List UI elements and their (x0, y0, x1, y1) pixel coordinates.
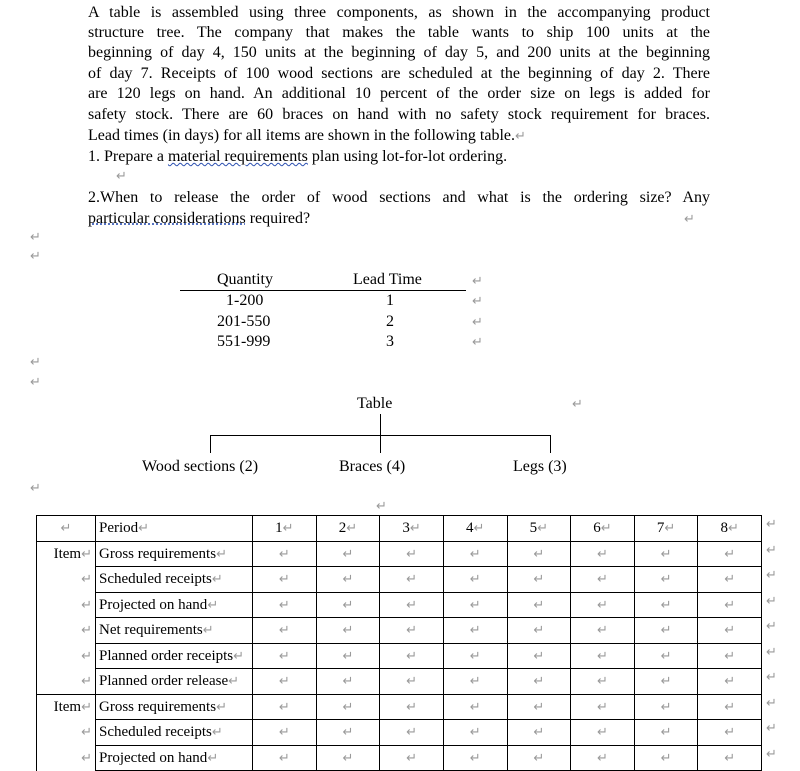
period-header: 7↵ (634, 516, 698, 542)
paragraph-mark: ↵ (30, 229, 41, 244)
item-cell: ↵ (37, 643, 96, 669)
mrp-value-cell[interactable]: ↵ (253, 669, 317, 695)
mrp-value-cell[interactable]: ↵ (698, 592, 762, 618)
paragraph-mark: ↵ (30, 480, 41, 495)
mrp-value-cell[interactable]: ↵ (380, 745, 444, 771)
mrp-row (37, 592, 762, 618)
item-cell: ↵ (37, 669, 96, 695)
tree-connector (550, 435, 551, 453)
mrp-row (37, 669, 762, 695)
mrp-value-cell[interactable]: ↵ (571, 720, 635, 746)
mrp-value-cell[interactable]: ↵ (253, 643, 317, 669)
mrp-value-cell[interactable]: ↵ (316, 592, 380, 618)
mrp-value-cell[interactable]: ↵ (571, 541, 635, 567)
mrp-value-cell[interactable]: ↵ (443, 694, 507, 720)
mrp-value-cell[interactable]: ↵ (698, 745, 762, 771)
row-end-mark: ↵ (766, 567, 777, 582)
mrp-value-cell[interactable]: ↵ (698, 618, 762, 644)
paragraph-mark: ↵ (376, 498, 387, 513)
row-label: Planned order receipts↵ (96, 643, 253, 669)
mrp-value-cell[interactable]: ↵ (698, 720, 762, 746)
mrp-value-cell[interactable]: ↵ (571, 745, 635, 771)
quantity-cell: 551-999 (217, 333, 271, 350)
paragraph-mark: ↵ (472, 293, 483, 308)
mrp-value-cell[interactable]: ↵ (507, 541, 571, 567)
row-end-mark: ↵ (766, 618, 777, 633)
mrp-value-cell[interactable]: ↵ (571, 669, 635, 695)
mrp-value-cell[interactable]: ↵ (634, 720, 698, 746)
paragraph-mark: ↵ (472, 334, 483, 349)
mrp-value-cell[interactable]: ↵ (698, 669, 762, 695)
row-label: Gross requirements↵ (96, 541, 253, 567)
mrp-value-cell[interactable]: ↵ (380, 618, 444, 644)
tree-root: Table (357, 395, 393, 412)
mrp-value-cell[interactable]: ↵ (316, 694, 380, 720)
row-end-mark: ↵ (766, 592, 777, 608)
mrp-value-cell[interactable]: ↵ (698, 567, 762, 593)
mrp-value-cell[interactable]: ↵ (507, 643, 571, 669)
tree-connector (380, 414, 381, 453)
mrp-value-cell[interactable]: ↵ (443, 618, 507, 644)
mrp-value-cell[interactable]: ↵ (380, 592, 444, 618)
item-cell: ↵ (37, 592, 96, 618)
mrp-value-cell[interactable]: ↵ (634, 541, 698, 567)
mrp-row (37, 541, 762, 567)
question-2-cont: particular considerations required? (88, 210, 311, 227)
mrp-value-cell[interactable]: ↵ (316, 618, 380, 644)
question-2: 2.When to release the order of wood sections and what is the ordering size? Any (88, 189, 710, 206)
mrp-value-cell[interactable]: ↵ (634, 694, 698, 720)
row-end-mark: ↵ (766, 516, 777, 531)
mrp-value-cell[interactable]: ↵ (443, 720, 507, 746)
mrp-value-cell[interactable]: ↵ (443, 592, 507, 618)
mrp-header-row (37, 516, 762, 542)
row-label: Scheduled receipts↵ (96, 567, 253, 593)
mrp-value-cell[interactable]: ↵ (571, 567, 635, 593)
mrp-row (37, 694, 762, 720)
mrp-value-cell[interactable]: ↵ (380, 643, 444, 669)
quantity-cell: 201-550 (217, 313, 271, 330)
mrp-value-cell[interactable]: ↵ (253, 720, 317, 746)
mrp-value-cell[interactable]: ↵ (380, 669, 444, 695)
row-label: Projected on hand↵ (96, 745, 253, 771)
mrp-value-cell[interactable]: ↵ (380, 567, 444, 593)
problem-line: are 120 legs on hand. An additional 10 percent of the order size on legs is added for (88, 85, 710, 102)
mrp-value-cell[interactable]: ↵ (253, 745, 317, 771)
mrp-value-cell[interactable]: ↵ (571, 618, 635, 644)
mrp-value-cell[interactable]: ↵ (634, 669, 698, 695)
paragraph-mark: ↵ (472, 273, 483, 288)
mrp-value-cell[interactable]: ↵ (316, 720, 380, 746)
question-1: 1. Prepare a material requirements plan using lot-for-lot ordering. (88, 148, 508, 165)
mrp-value-cell[interactable]: ↵ (380, 720, 444, 746)
problem-line: structure tree. The company that makes the table wants to ship 100 units at the (88, 24, 710, 41)
tree-child: Legs (3) (513, 458, 567, 475)
paragraph-mark: ↵ (472, 314, 483, 329)
paragraph-mark: ↵ (30, 374, 41, 389)
mrp-value-cell[interactable]: ↵ (507, 618, 571, 644)
paragraph-mark: ↵ (30, 248, 41, 263)
mrp-value-cell[interactable]: ↵ (507, 745, 571, 771)
paragraph-mark: ↵ (684, 211, 695, 226)
mrp-value-cell[interactable]: ↵ (253, 567, 317, 593)
period-header: 3↵ (380, 516, 444, 542)
item-header-cell: ↵ (37, 516, 96, 542)
period-header: 5↵ (507, 516, 571, 542)
mrp-row (37, 618, 762, 644)
header-quantity: Quantity (217, 271, 273, 288)
period-header: 2↵ (316, 516, 380, 542)
period-header: 4↵ (443, 516, 507, 542)
row-end-mark: ↵ (766, 694, 777, 710)
period-header: 6↵ (571, 516, 635, 542)
row-label: Net requirements↵ (96, 618, 253, 644)
mrp-value-cell[interactable]: ↵ (507, 669, 571, 695)
mrp-value-cell[interactable]: ↵ (507, 694, 571, 720)
period-label: Period↵ (96, 516, 253, 542)
mrp-value-cell[interactable]: ↵ (634, 592, 698, 618)
mrp-value-cell[interactable]: ↵ (316, 669, 380, 695)
problem-line: of day 7. Receipts of 100 wood sections are scheduled at the beginning of day 2. There (88, 65, 710, 82)
mrp-value-cell[interactable]: ↵ (253, 592, 317, 618)
tree-child: Braces (4) (339, 458, 406, 475)
paragraph-mark: ↵ (116, 168, 127, 183)
row-end-mark: ↵ (766, 720, 777, 735)
row-label: Gross requirements↵ (96, 694, 253, 720)
row-label: Scheduled receipts↵ (96, 720, 253, 746)
problem-line: Lead times (in days) for all items are shown in the following table.↵ (88, 127, 526, 144)
mrp-value-cell[interactable]: ↵ (316, 745, 380, 771)
mrp-value-cell[interactable]: ↵ (443, 669, 507, 695)
row-end-mark: ↵ (766, 669, 777, 684)
tree-connector (210, 435, 551, 436)
row-label: Planned order release↵ (96, 669, 253, 695)
item-cell: Item↵ (37, 694, 96, 720)
mrp-value-cell[interactable]: ↵ (253, 694, 317, 720)
mrp-value-cell[interactable]: ↵ (443, 541, 507, 567)
lead-time-cell: 3 (386, 333, 394, 350)
row-end-mark: ↵ (766, 745, 777, 761)
mrp-value-cell[interactable]: ↵ (507, 567, 571, 593)
lead-time-cell: 1 (386, 292, 394, 309)
header-lead-time: Lead Time (353, 271, 422, 288)
problem-line: safety stock. There are 60 braces on hand with no safety stock requirement for braces. (88, 106, 710, 123)
mrp-row (37, 745, 762, 771)
problem-line: A table is assembled using three components, as shown in the accompanying product (88, 4, 710, 21)
mrp-value-cell[interactable]: ↵ (380, 694, 444, 720)
paragraph-mark: ↵ (572, 396, 583, 411)
mrp-value-cell[interactable]: ↵ (443, 567, 507, 593)
lead-time-cell: 2 (386, 313, 394, 330)
mrp-table (36, 515, 762, 771)
row-end-mark: ↵ (766, 541, 777, 557)
mrp-value-cell[interactable]: ↵ (316, 541, 380, 567)
item-cell: ↵ (37, 720, 96, 746)
row-end-mark: ↵ (766, 643, 777, 659)
item-cell: ↵ (37, 567, 96, 593)
mrp-row (37, 643, 762, 669)
tree-child: Wood sections (2) (142, 458, 259, 475)
tree-connector (210, 435, 211, 453)
problem-line: beginning of day 4, 150 units at the beginning of day 5, and 200 units at the beginning (88, 44, 710, 61)
mrp-value-cell[interactable]: ↵ (571, 592, 635, 618)
mrp-value-cell[interactable]: ↵ (507, 592, 571, 618)
period-header: 8↵ (698, 516, 762, 542)
mrp-value-cell[interactable]: ↵ (316, 567, 380, 593)
item-cell: Item↵ (37, 541, 96, 567)
mrp-value-cell[interactable]: ↵ (571, 694, 635, 720)
mrp-value-cell[interactable]: ↵ (634, 643, 698, 669)
mrp-value-cell[interactable]: ↵ (316, 643, 380, 669)
header-rule (180, 290, 466, 291)
mrp-row (37, 720, 762, 746)
mrp-value-cell[interactable]: ↵ (507, 720, 571, 746)
mrp-value-cell[interactable]: ↵ (380, 541, 444, 567)
mrp-value-cell[interactable]: ↵ (253, 618, 317, 644)
mrp-value-cell[interactable]: ↵ (571, 643, 635, 669)
mrp-value-cell[interactable]: ↵ (443, 643, 507, 669)
quantity-cell: 1-200 (226, 292, 264, 309)
mrp-value-cell[interactable]: ↵ (698, 643, 762, 669)
mrp-value-cell[interactable]: ↵ (443, 745, 507, 771)
mrp-value-cell[interactable]: ↵ (698, 694, 762, 720)
paragraph-mark: ↵ (30, 354, 41, 369)
mrp-value-cell[interactable]: ↵ (253, 541, 317, 567)
period-header: 1↵ (253, 516, 317, 542)
mrp-value-cell[interactable]: ↵ (634, 567, 698, 593)
mrp-value-cell[interactable]: ↵ (634, 618, 698, 644)
mrp-row (37, 567, 762, 593)
item-cell: ↵ (37, 745, 96, 771)
mrp-value-cell[interactable]: ↵ (634, 745, 698, 771)
mrp-value-cell[interactable]: ↵ (698, 541, 762, 567)
row-label: Projected on hand↵ (96, 592, 253, 618)
item-cell: ↵ (37, 618, 96, 644)
